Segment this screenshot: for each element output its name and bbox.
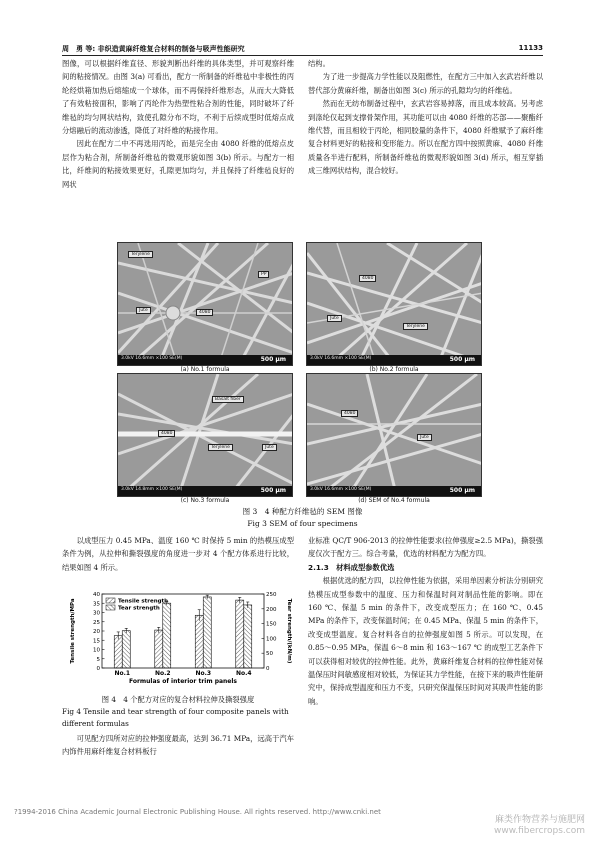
fiber-texture [118,243,293,366]
y-tick-label: 40 [93,592,100,598]
bar [244,605,252,668]
y-tick-label: 30 [93,610,100,617]
label-tag: Jute [417,434,432,441]
x-tick-label: No.4 [235,670,252,677]
label-tag: 4080 [359,275,376,282]
figure4-caption-cn: 图 4 4 个配方对应的复合材料拉伸及撕裂强度 [101,695,255,704]
bar [122,631,130,668]
scale-bar: 3.0kV 16.6mm ×100 SE(M) 500 μm [307,355,481,365]
paragraph: 结构。 [308,59,330,68]
header-rule [62,55,543,56]
panel-caption: (d) SEM of No.4 formula [358,497,430,504]
left-column-end [62,732,294,759]
x-tick-label: No.2 [154,670,171,677]
y2-tick-label: 250 [266,592,277,598]
bar [155,630,163,668]
label-tag: 4080 [196,309,213,316]
label-tag: Terylene [128,251,153,258]
label-tag: PP [258,271,269,278]
fiber-texture [118,374,293,497]
y2-axis-label: Tear strength/(kN/m) [286,598,292,664]
paragraph: 图像，可以根据纤维直径、形貌判断出纤维的具体类型，并可观察纤维间的粘接情况。由图 3(a) 可看出，配方一所制备的纤维毡中非极性的丙纶经烘箱加热后熔缩成一个球体，而不再保持纤维形态，从而大大降低了有效粘接面积，影响了丙纶作为热塑性粘合剂的性能，同时破坏了纤维毡的均匀网状结构，致使孔隙分布不均，不利于后续成型时低熔点成分熔融后的流动渗透，降低了对纤维的粘接作用。 [62,59,294,136]
paragraph: 可见配方四所对应的拉伸强度最高，达到 36.71 MPa，远高于汽车内饰件用麻纤维复合材料板行 [62,734,294,757]
legend-swatch [106,598,115,603]
y2-tick-label: 50 [266,651,273,658]
label-tag: Terylene [208,444,233,451]
paragraph: 根据优选的配方四，以拉伸性能为依据，采用单因素分析法分别研究热模压成型参数中的温度、压力和保温时间对制品性能的影响。即在 160 ℃、保温 5 min 的条件下，改变成型压力；在 160 ℃、0.45 MPa 的条件下，改变保温时间；在 0.45 MPa、保温 5 min 的条件下，改变成型温度。复合材料各自的拉伸强度如图 5 所示。可以发现，在 0.85～0.95 MPa，保温 6～8 min 和 163～167 ℃ 的成型工艺条件下可以获得相对较优的拉伸性能。此外，黄麻纤维复合材料的拉伸性能对保温保压时间敏感度相对较低，为保证其力学性能，在接下来的吸声性能研究中，保持成型温度和压力不变，只研究保温保压时间对其吸声性能的影响。 [308,576,543,706]
right-column-top [308,57,543,178]
paragraph: 为了进一步提高力学性能以及阻燃性，在配方三中加入玄武岩纤维以替代部分黄麻纤维，制备出如图 3(c) 所示的孔隙均匀的纤维毡。 [308,72,543,95]
legend-label: Tear strength [118,605,160,612]
sem-image-a [117,242,293,366]
y-tick-label: 35 [93,601,100,608]
tensile-tear-chart [68,584,294,692]
figure3-caption-en: Fig 3 SEM of four specimens [247,519,358,528]
x-axis-label: Formulas of interior trim panels [128,678,238,685]
header-title: 周 勇 等: 非织造黄麻纤维复合材料的制备与吸声性能研究 [62,45,245,53]
sem-image-d [306,373,482,497]
scale-value: 500 μm [449,487,475,494]
figure3-caption-cn: 图 3 4 种配方纤维毡的 SEM 图像 [242,507,363,516]
y2-tick-label: 100 [266,636,277,643]
scale-bar: 3.0kV 14.8mm ×100 SE(M) 500 μm [118,486,292,496]
y-tick-label: 5 [96,656,100,663]
paragraph: 因此在配方二中不再选用丙纶，而是完全由 4080 纤维的低熔点皮层作为粘合剂，所制备纤维毡的微观形貌如图 3(b) 所示。与配方一相比，纤维间的粘接效果更好，孔隙更加均匀，并且保持了纤维毡良好的网状 [62,139,294,189]
label-tag: Basalt fiber [212,396,244,403]
y2-tick-label: 150 [266,621,277,628]
paragraph: 然而在无纺布制备过程中，玄武岩容易掉落，而且成本较高。另考虑到涤纶仅起到支撑骨架作用，其功能可以由 4080 纤维的芯部——聚酯纤维代替，而且相较于丙纶，相同胶量的条件下，4080 纤维赋予了麻纤维复合材料更好的粘接和变形能力。所以在配方四中按照黄麻、4080 纤维质量各半进行配料，所制备纤维毡的微观形貌如图 3(d) 所示，相互穿插成三维网状结构，混合较好。 [308,99,543,176]
y-axis-label: Tensile strength/MPa [70,598,76,664]
bar [114,636,122,668]
scale-value: 500 μm [260,487,286,494]
paragraph: 以成型压力 0.45 MPa、温度 160 ℃ 时保持 5 min 的热模压成型条件为例，从拉伸和撕裂强度的角度进一步对 4 个配方体系进行比较，结果如图 4 所示。 [62,536,294,572]
label-tag: Jute [327,315,342,322]
label-tag: 4080 [341,410,358,417]
label-tag: 4080 [158,430,175,437]
fiber-texture [307,374,482,497]
right-column-bottom [308,534,543,708]
panel-caption: (a) No.1 formula [180,366,230,373]
y-tick-label: 10 [93,647,100,654]
fiber-texture [307,243,482,366]
figure4-caption-en: Fig 4 Tensile and tear strength of four composite panels with different formulas [62,707,289,728]
legend-swatch [106,605,115,610]
scale-bar: 3.0kV 16.6mm ×100 SE(M) 500 μm [307,486,481,496]
bar [203,597,211,668]
x-tick-label: No.3 [195,670,212,677]
y-tick-label: 15 [93,638,100,645]
paragraph: 业标准 QC/T 906-2013 的拉伸性能要求(拉伸强度≥2.5 MPa)，撕裂强度仅次于配方三。综合考量，优选的材料配方为配方四。 [308,536,543,559]
panel-caption: (b) No.2 formula [369,366,419,373]
y2-tick-label: 0 [266,666,270,672]
watermark-text: 麻类作物营养与施肥网 [494,815,585,825]
label-tag: Jute [136,307,151,314]
scale-bar: 3.0kV 16.6mm ×100 SE(M) 500 μm [118,355,292,365]
x-tick-label: No.1 [114,670,131,677]
label-tag: Jute [262,444,277,451]
legend-label: Tensile strength [118,598,169,605]
running-header [62,44,543,54]
section-heading: 2.1.3 材料成型参数优选 [308,562,395,572]
footer-copyright: ?1994-2016 China Academic Journal Electronic Publishing House. All rights reserved. http://www.cnki.net [14,808,381,816]
scale-value: 500 μm [449,356,475,363]
watermark-url: www.fibercrops.com [494,826,585,836]
panel-caption: (c) No.3 formula [180,497,230,504]
left-column-bottom [62,534,294,574]
y-tick-label: 0 [96,666,100,672]
page-number: 11133 [518,44,543,52]
bar [163,603,171,668]
label-tag: Terylene [403,323,428,330]
y-tick-label: 20 [93,629,100,635]
bar [195,615,203,668]
bar [236,600,244,668]
sem-image-c [117,373,293,497]
y2-tick-label: 200 [266,606,277,613]
sem-image-b [306,242,482,366]
figure4-caption [62,694,294,730]
left-column-top [62,57,294,191]
scale-value: 500 μm [260,356,286,363]
y-tick-label: 25 [93,619,100,626]
